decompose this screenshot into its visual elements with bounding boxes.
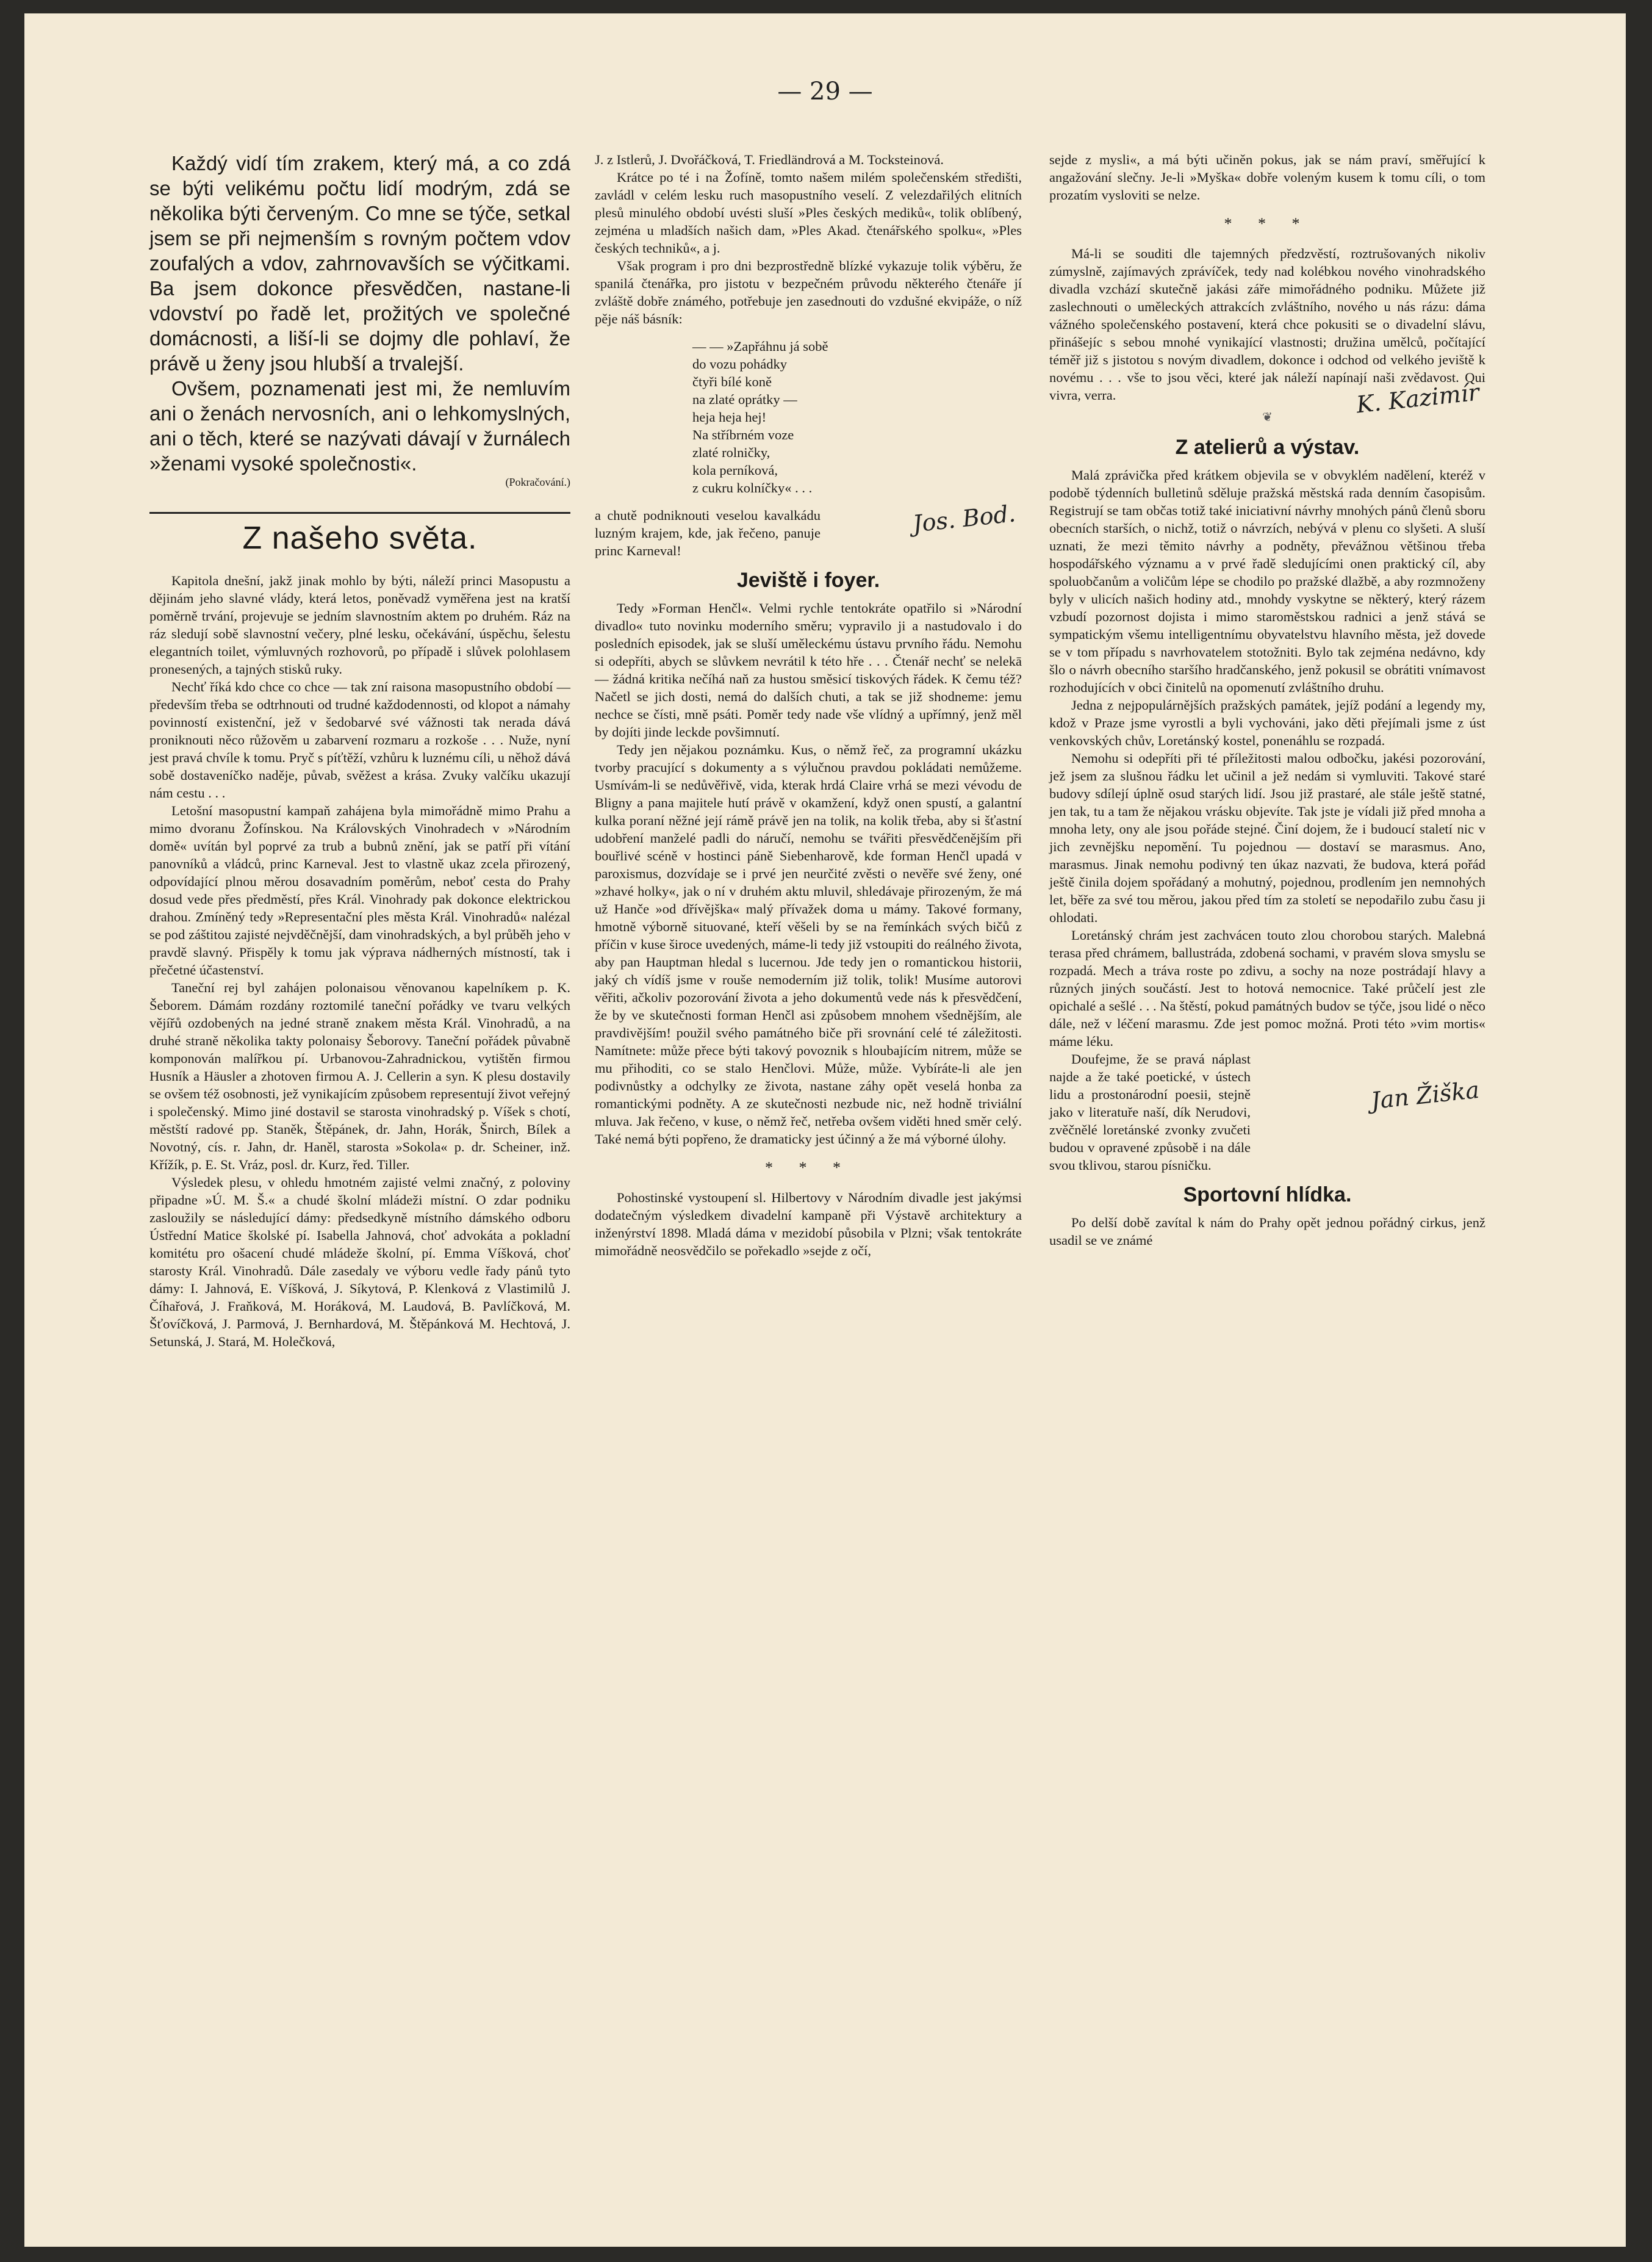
article-paragraph: Nechť říká kdo chce co chce — tak zní raisona masopustního období — především třeba se odtrhnouti od trudné každodennosti, od klopot a námahy povinností existenční, jež v šedobarvé své vážnosti tak nerada dává proniknouti něco růžověm u zabarvení rozmaru a rozkoše . . . Nuže, nyní jest pravá chvíle k tomu. Pryč s píťtěží, vzhůru k luznému cíli, u něhož dává sobě dostaveníčko naděje, půvab, svěžest a krása. Zvuky valčíku ukazují nám cestu . . . bbox=[149, 679, 570, 801]
separator-stars: * * * bbox=[1224, 215, 1311, 232]
signature-row bbox=[1049, 1050, 1485, 1174]
article-paragraph: sejde z mysli«, a má býti učiněn pokus, jak se nám praví, směřující k angažování slečny. Je-li »Myška« dobře voleným kusem k tomu cíli, o tom prozatím vysloviti se nelze. bbox=[1049, 152, 1485, 203]
signature-row bbox=[1049, 245, 1485, 419]
section-heading: Sportovní hlídka. bbox=[1183, 1183, 1352, 1206]
article-paragraph: Letošní masopustní kampaň zahájena byla mimořádně mimo Prahu a mimo dvoranu Žofínskou. Na Královských Vinohradech v »Národním domě« uvítán byl poprvé za trub a bubnů znění, jak se patří při vítání panovníků a vládců, princ Karneval. Jest to vlastně ukaz zcela přirozený, odpovídající plnou měrou dosavadním poměrům, neboť cesta do Prahy dosud vede přes předměstí, přes Král. Vinohrady pak dokonce elektrickou drahou. Zmíněný tedy »Representační ples města Král. Vinohradů« nalézal se pod záštitou zajisté nejvděčnější, dam vinohradských, a byl průběh jeho v pravdě slavný. Přispěly k tomu jak výprava nádherných místností, tak i přečetné účastenství. bbox=[149, 803, 570, 978]
signature: Jos. Bod. bbox=[911, 500, 1017, 538]
article-paragraph: Krátce po té i na Žofíně, tomto našem milém společenském středišti, zavládl v celém lesku ruch masopustního veselí. Z velezdařilých elitních plesů minulého období uvésti sluší »Ples českých mediků«, tolik oblíbený, zejména u mladších našich dam, »Ples Akad. čtenářského spolku«, »Ples českých techniků«, a j. bbox=[595, 170, 1022, 256]
poem-line: Na stříbrném voze bbox=[692, 427, 794, 442]
section-heading: Z našeho světa. bbox=[242, 520, 478, 556]
article-paragraph: a chutě podniknouti veselou kavalkádu luzným krajem, kde, jak řečeno, panuje princ Karneval! bbox=[595, 508, 821, 558]
section-heading: Jeviště i foyer. bbox=[736, 569, 880, 592]
column-1 bbox=[149, 151, 570, 1350]
column-2 bbox=[595, 151, 1022, 1259]
poem-line: zlaté rolničky, bbox=[692, 445, 770, 460]
article-paragraph: Tedy »Forman Henčl«. Velmi rychle tentokráte opatřilo si »Národní divadlo« tuto novinku moderního směru; vypravilo ji a nastudovalo i do posledních episodek, jak se sluší uměleckému ústavu prvního řádu. Nemohu si odepříti, abych se slůvkem nevrátil k této hře . . . Čtenář nechť se nelekā — žádná kritika nečíhá naň za hustou směsicí tiskových řádek. K čemu též? Načetl se jich dosti, nemá do dalších chuti, a tak se již shodneme: jemu nechce se čísti, mně psáti. Poměr tedy nade vše vlídný a upřímný, jenž měl by dojíti jinde leckde povšimnutí. bbox=[595, 600, 1022, 740]
poem bbox=[692, 337, 1022, 497]
section-divider bbox=[149, 512, 570, 514]
poem-line: z cukru kolníčky« . . . bbox=[692, 480, 813, 495]
signature: K. Kazimír bbox=[1355, 378, 1481, 419]
article-paragraph: Malá zprávička před krátkem objevila se v obvyklém nadělení, kteréž v podobě týdenních bulletinů sděluje pražská městská rada denním časopisům. Registrují se tam občas totiž také iniciativní návrhy mnohých pánů členů sboru obecních starších, o nichž, totiž o návrzích, nebývá v plenu co slyšeti. A sluší uznati, že mezi těmito návrhy a podněty, převážnou většinou třeba hospodářského významu a v prvé řadě sledujícími onen praktický cíl, aby spoluobčanům a voličům lépe se chodilo po pražské dlažbě, a aby rozmnoženy byly v ulicích našich hodiny atd., mnohdy vyskytne se některý, který rázem vzbudí pozornost dojista i mimo staroměstskou radnici a jenž stává se sympatickým všemu intelligentnímu obyvatelstvu hlavního města, jež dovede se v tom případu s navrhovatelem stotožniti. Bylo tak zejména nedávno, kdy šlo o návrh obecního staršího hradčanského, jenž pokusil se obrátiti vnímavost rozhodujících v obci činitelů na opomenutí zvláštního druhu. bbox=[1049, 467, 1485, 695]
article-paragraph: Pohostinské vystoupení sl. Hilbertovy v Národním divadle jest jakýmsi dodatečným výsledkem divadelní kampaně při Výstavě architektury a inženýrství 1898. Mladá dáma v mezidobí působila v Plzni; však tentokráte mimořádně neosvědčilo se pořekadlo »sejde z očí, bbox=[595, 1190, 1022, 1258]
lead-paragraph: Ovšem, poznamenati jest mi, že nemluvím ani o ženách nervosních, ani o lehkomyslných, ani o těch, které se nazývati dávají v žurnálech »ženami vysoké společnosti«. bbox=[149, 377, 570, 475]
poem-line: do vozu pohádky bbox=[692, 356, 787, 372]
signature-row bbox=[595, 500, 1022, 560]
poem-line: heja heja hej! bbox=[692, 409, 767, 425]
article-paragraph: J. z Istlerů, J. Dvořáčková, T. Friedländrová a M. Tocksteinová. bbox=[595, 152, 944, 167]
article-paragraph: Má-li se souditi dle tajemných předzvěstí, roztrušovaných nikoliv zúmyslně, zajímavých zprávíček, tedy nad kolébkou nového vinohradského divadla vzchází skutečně jakási záře mimořádného podniku. Můžete již zaslechnouti o uměleckých attrakcích zvláštního, nového u nás rázu: dáma vážného společenského postavení, která chce pokusiti se o divadelní slávu, přinášejíc s sebou mnohé vynikající vlastnosti; družina umělců, počítající téměř již s jistotou s novým divadlem, dokonce i odchod od velkého jeviště k novému . . . vše to jsou věci, které jak náleží napínají naši zvědavost. Qui vivra, verra. bbox=[1049, 246, 1485, 403]
article-paragraph: Kapitola dnešní, jakž jinak mohlo by býti, náleží princi Masopustu a dějinám jeho slavné vlády, která letos, poněvadž vyměřena jest na kratší poměrně trvání, projevuje se jedním slavnostním aktem po druhém. Ráz na ráz sledují sobě slavnostní večery, plné lesku, očekávání, úspěchu, šelestu elegantních toilet, výmluvných rozhovorů, po případě i slůvek polohlasem pronesených, a tajných stisků ruky. bbox=[149, 573, 570, 677]
ornament-icon: ❦ bbox=[1262, 411, 1273, 424]
newspaper-page bbox=[24, 13, 1626, 2247]
column-3 bbox=[1049, 151, 1485, 1249]
lead-paragraph: Každý vidí tím zrakem, který má, a co zdá se býti velikému počtu lidí modrým, zdá se několika býti červeným. Co mne se týče, setkal jsem se při nejmenším s rovným počtem vdov zoufalých a vdov, zahrnovavších se výčitkami. Ba jsem dokonce přesvědčen, nastane-li vdovství po řadě let, prožitých ve společné domácnosti, a liší-li se dojmy dle pohlaví, že právě u ženy jsou hlubší a trvalejší. bbox=[149, 152, 570, 375]
article-paragraph: Však program i pro dni bezprostředně blízké vykazuje tolik výběru, že spanilá čtenářka, pro jistotu v bezpečném průvodu některého čtenáře jí zvláště dobře známého, potřebuje jen zasednouti do vzdušné ekvipáže, o níž pěje náš básník: bbox=[595, 258, 1022, 326]
poem-line: čtyři bílé koně bbox=[692, 374, 772, 389]
poem-line: na zlaté oprátky — bbox=[692, 392, 797, 407]
article-paragraph: Výsledek plesu, v ohledu hmotném zajisté velmi značný, z poloviny připadne »Ú. M. Š.« a chudé školní mládeži místní. O zdar podniku zasloužily se následující dámy: předsedkyně místního dámského odboru Ústřední Matice školské pí. Isabella Jahnová, choť advokáta a pokladní komitétu pro ošacení chudé mládeže školní, pí. Emma Víšková, choť starosty Král. Vinohradů. Dále zasedaly ve výboru vedle řady pánů tyto dámy: I. Jahnová, E. Víšková, J. Síkytová, P. Klenková z Vlastimilů J. Číhařová, J. Fraňková, M. Horáková, M. Laudová, B. Pavlíčková, M. Šťovíčková, J. Parmová, J. Bernhardová, M. Štěpánková M. Hechtová, J. Setunská, J. Stará, M. Holečková, bbox=[149, 1175, 570, 1349]
poem-line: — — »Zapřáhnu já sobě bbox=[692, 339, 828, 354]
article-paragraph: Taneční rej byl zahájen polonaisou věnovanou kapelníkem p. K. Šeborem. Dámám rozdány roztomilé taneční pořádky ve tvaru velkých vějířů ozdobených na jedné straně znakem města Král. Vinohradů, a na druhé straně několika takty polonaisy Šeborovy. Taneční pořádek půvabně komponován malířkou pí. Urbanovou-Zahradnickou, vytištěn firmou Husník a Häusler a zhotoven firmou A. J. Cellerin a syn. K plesu dostavily se ovšem též osobnosti, jež vynikajícím způsobem representují život veřejný i společenský. Mimo jiné dostavil se starosta vinohradský p. Víšek s chotí, městští radové pp. Staněk, Štěpánek, dr. Jahn, Horák, Šnirch, Bílek a Novotný, cís. r. Jahn, dr. Haněl, starosta »Sokola« p. dr. Scheiner, inž. Křížík, p. E. St. Vráz, posl. dr. Kurz, řed. Tiller. bbox=[149, 980, 570, 1172]
article-paragraph: Jedna z nejpopulárnějších pražských památek, jejíž podání a legendy my, kdož v Praze jsme vyrostli a byli vychováni, jako děti přejímali jsme z úst venkovských chův, Loretánský kostel, ponenáhlu se rozpadá. bbox=[1049, 697, 1485, 748]
poem-line: kola perníková, bbox=[692, 463, 778, 478]
signature: Jan Žiška bbox=[1369, 1076, 1481, 1115]
lead-article-end bbox=[149, 151, 570, 476]
section-heading: Z atelierů a výstav. bbox=[1175, 436, 1360, 459]
article-paragraph: Nemohu si odepříti při té příležitosti malou odbočku, jakési pozorování, jež jsem za slušnou řádku let učinil a jež nedám si vymluviti. Takové staré budovy sdílejí úplně osud starých lidí. Jsou již prastaré, ale stále ještě statné, jen tak, tu a tam že nějakou vrásku objevíte. Tak jste je vídali již před mnoha a mnoha lety, ony ale jsou pořáde stejné. Činí dojem, že i budoucí staletí nic v jich zevnějšku nepomění. Tu pojednou — dostaví se marasmus. Ano, marasmus. Jinak nemohu podivný ten úkaz nazvati, že budova, která pořád ještě činila dojem spořádaný a mohutný, pojednou, prodlením jen nemnohých let, běře za své tou měrou, jakou před tím za století se nepodařilo zubu času ji ohlodati. bbox=[1049, 751, 1485, 925]
article-paragraph: Loretánský chrám jest zachvácen touto zlou chorobou starých. Malebná terasa před chrámem, ballustráda, zdobená sochami, v pravém slova smyslu se rozpadá. Mech a tráva roste po zdivu, a sochy na noze postrádají hlavy a různých jiných součástí. Jest to hotová nemocnice. Také průčelí jest zle opichalé a sešlé . . . Na štěstí, pokud památných budov se týče, jsou lidé o něco dále, než v léčení marasmu. Zde jest pomoc možná. Proti této »vim mortis« máme léku. bbox=[1049, 927, 1485, 1049]
article-paragraph: Po delší době zavítal k nám do Prahy opět jednou pořádný cirkus, jenž usadil se ve známé bbox=[1049, 1215, 1485, 1248]
page-number: — 29 — bbox=[777, 77, 873, 106]
article-paragraph: Tedy jen nějakou poznámku. Kus, o němž řeč, za programní ukázku tvorby pracující s dokumenty a s výlučnou pravdou pokládati nemůžeme. Usmívám-li se nedůvěřivě, vida, kterak hrdá Claire vrhá se mezi vévodu de Bligny a pana majitele hutí právě v okamžení, když onen spustí, a galantní kulka poraní něžné její rámě právě jen na tolik, na kolik třeba, aby si šťastní udobření manželé padli do náručí, nemohu se tvářiti přesvědčenějším při bouřlivé scéně v hostinci páně Siebenharově, kde forman Henčl upadá v paroxismus, dozvídaje se i prvé jen neurčité zvěsti o nevěře své ženy, oné »zhavé holky«, jak o ní v druhém aktu mluvil, shledávaje přirozeným, že má už Hanče »od dřívějška« malý přívažek doma u mámy. Takové formany, hmotně výborně situované, kteří věšeli by se na řemínkách svých bičů z příčin v kuse široce uvedených, máme-li tedy již vstoupiti do reálného života, aby pan Hauptman hledal s lucernou. Jde tedy jen o romantickou historii, jaký ch vídíš jsme v rouše nemoderním již tolik, tolik! Musíme autorovi věřiti, ačkoliv pozorování života a jeho dokumentů vede nás k přesvědčení, že by ve skutečnosti forman Henčl asi způsobem mnohem všednějším, ale pravdivějším! použil svého památného biče při srovnání celé té záležitosti. Namítnete: může přece býti takový povoznik s hloubajícím nitrem, může se mu přihoditi, co se stalo Henčlovi. Může, může. Vybíráte-li ale jen podivnůstky a odchylky ze života, nastane záhy opět veselá honba za romantickými podněty. A ze skutečnosti nezbude nic, než hodně triviální mluva. Jak řečeno, v kuse, o němž řeč, netřeba ovšem viděti hned směr celý. Také nemá býti popřeno, že dramaticky jest účinný a že má výborné úlohy. bbox=[595, 742, 1022, 1147]
continued-note: (Pokračování.) bbox=[505, 476, 570, 488]
article-paragraph: Doufejme, že se pravá náplast najde a že také poetické, v ústech lidu a prostonárodní poesii, stejně jako v literatuře naší, dík Nerudovi, zvěčnělé loretánské zvonky zvučeti budou v opravené způsobě i na dále svou tklivou, starou písničku. bbox=[1049, 1051, 1251, 1173]
separator-stars: * * * bbox=[765, 1159, 852, 1176]
